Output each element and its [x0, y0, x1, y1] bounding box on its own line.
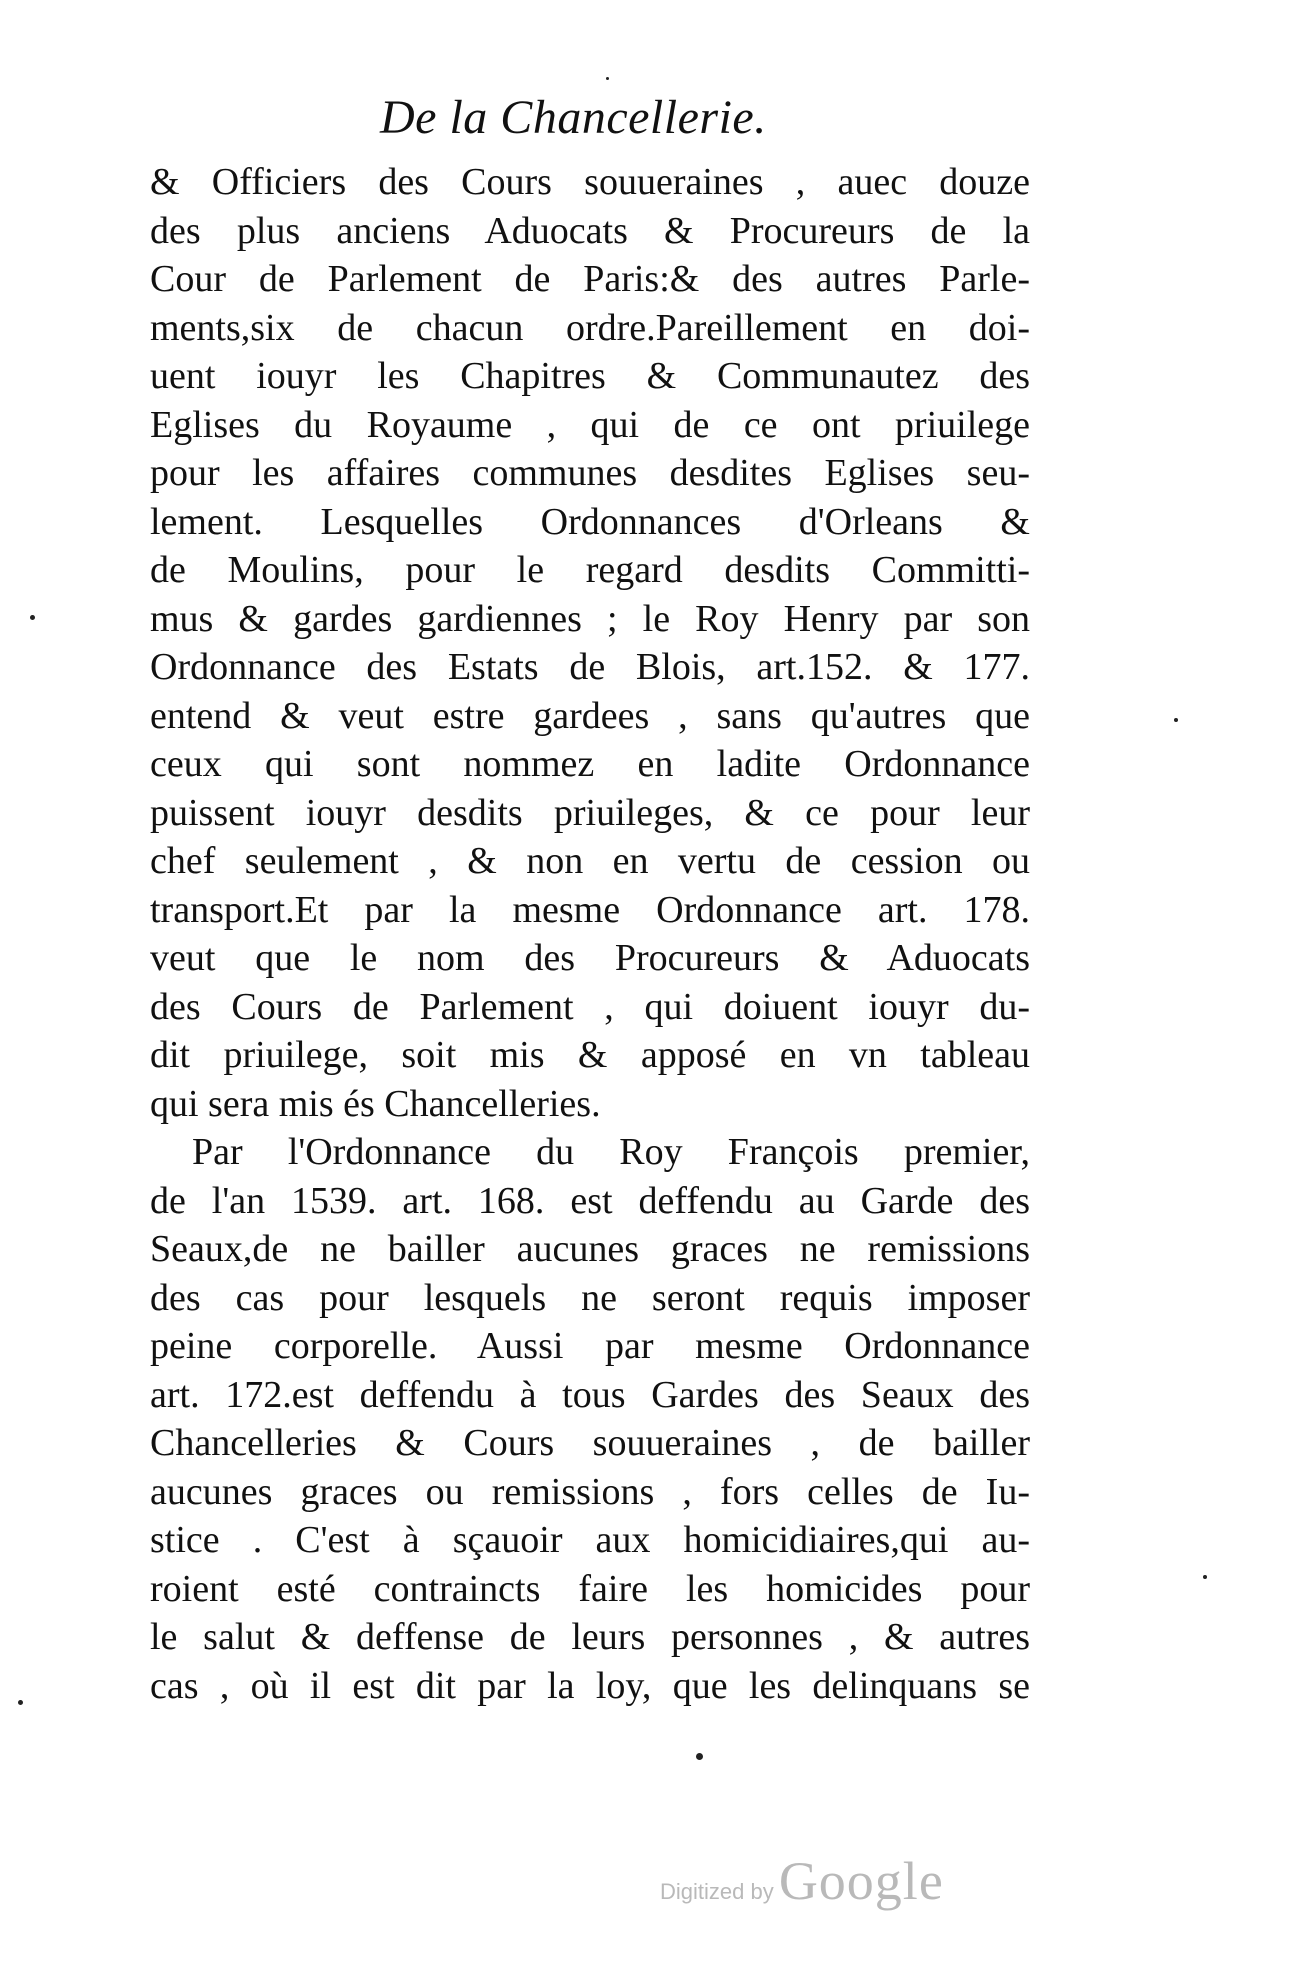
text-line: des plus anciens Aduocats & Procureurs de la: [150, 209, 1030, 252]
scan-speck: [1174, 718, 1178, 722]
text-line: Chancelleries & Cours souueraines , de bailler: [150, 1422, 1030, 1464]
text-line: Cour de Parlement de Paris:& des autres Parle-: [150, 258, 1030, 300]
text-line: peine corporelle. Aussi par mesme Ordonnance: [150, 1325, 1030, 1367]
text-line: transport.Et par la mesme Ordonnance art. 178.: [150, 888, 1030, 931]
digitized-by-google-watermark: [660, 1850, 1000, 1920]
text-line: stice . C'est à sçauoir aux homicidiaires,qui au-: [150, 1519, 1030, 1561]
text-line: de l'an 1539. art. 168. est deffendu au Garde des: [150, 1179, 1030, 1222]
text-line: Seaux,de ne bailler aucunes graces ne remissions: [150, 1228, 1030, 1270]
scan-speck: [30, 615, 35, 620]
text-line: ceux qui sont nommez en ladite Ordonnance: [150, 743, 1030, 785]
text-line: puissent iouyr desdits priuileges, & ce pour leur: [150, 791, 1030, 834]
text-line: ments,six de chacun ordre.Pareillement en doi-: [150, 306, 1030, 349]
text-line: chef seulement , & non en vertu de cession ou: [150, 840, 1030, 882]
text-line: qui sera mis és Chancelleries.: [150, 1082, 601, 1125]
text-line: pour les affaires communes desdites Eglises seu-: [150, 452, 1030, 494]
text-line: uent iouyr les Chapitres & Communautez des: [150, 355, 1030, 397]
text-line: Ordonnance des Estats de Blois, art.152. & 177.: [150, 646, 1030, 688]
text-line: de Moulins, pour le regard desdits Committi-: [150, 549, 1030, 591]
text-line: roient esté contraincts faire les homicides pour: [150, 1567, 1030, 1610]
text-line: & Officiers des Cours souueraines , auec douze: [150, 161, 1030, 203]
text-line: Eglises du Royaume , qui de ce ont priuilege: [150, 403, 1030, 446]
scan-speck: [606, 77, 609, 80]
text-line: cas , où il est dit par la loy, que les delinquans se: [150, 1664, 1030, 1707]
text-line: veut que le nom des Procureurs & Aduocats: [150, 937, 1030, 979]
text-line: des cas pour lesquels ne seront requis imposer: [150, 1276, 1030, 1319]
text-line: mus & gardes gardiennes ; le Roy Henry par son: [150, 597, 1030, 640]
scan-speck: [1203, 1575, 1207, 1579]
text-line: des Cours de Parlement , qui doiuent iouyr du-: [150, 985, 1030, 1028]
paragraph-start-line: Par l'Ordonnance du Roy François premier,: [192, 1131, 1030, 1173]
text-line: lement. Lesquelles Ordonnances d'Orleans &: [150, 500, 1030, 543]
google-wordmark: Google: [778, 1851, 944, 1911]
text-line: art. 172.est deffendu à tous Gardes des Seaux des: [150, 1373, 1030, 1416]
text-line: aucunes graces ou remissions , fors celles de Iu-: [150, 1470, 1030, 1513]
text-line: le salut & deffense de leurs personnes , & autres: [150, 1616, 1030, 1658]
scan-speck: [18, 1700, 23, 1705]
text-line: entend & veut estre gardees , sans qu'autres que: [150, 694, 1030, 737]
body-text: [150, 158, 1030, 1710]
watermark-prefix: Digitized by: [660, 1879, 774, 1904]
running-head: De la Chancellerie.: [380, 91, 767, 144]
scan-speck: [696, 1753, 703, 1760]
text-line: dit priuilege, soit mis & apposé en vn tableau: [150, 1034, 1030, 1076]
